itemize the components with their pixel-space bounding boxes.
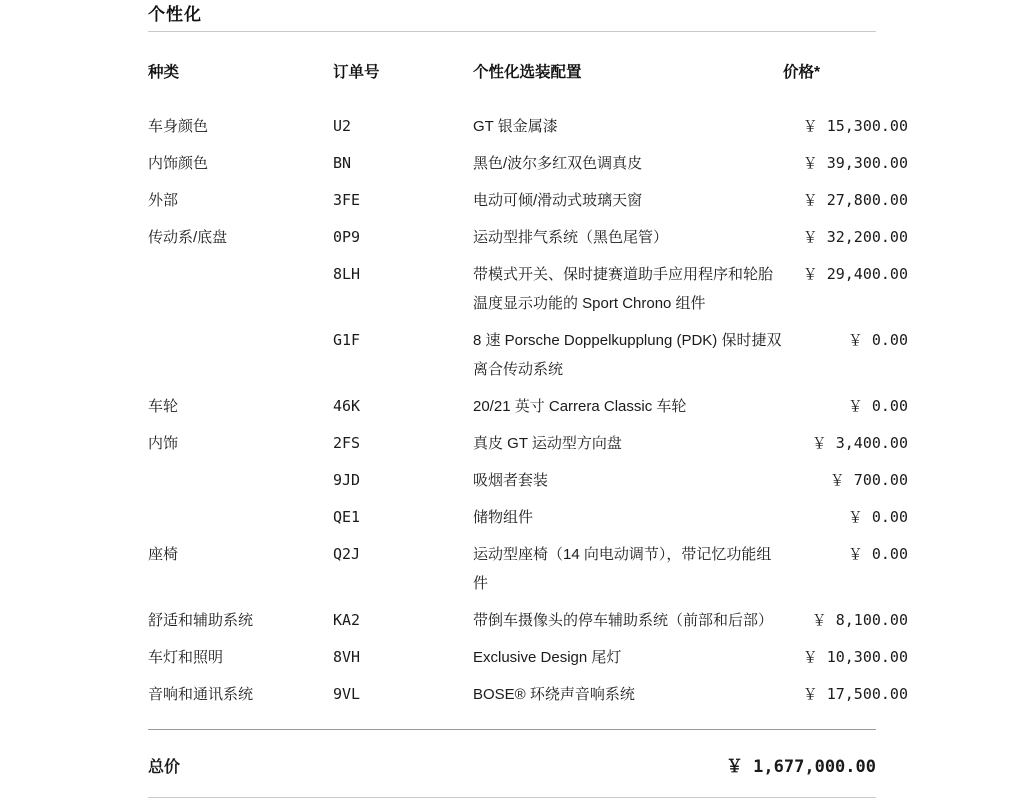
- row-code: 46K: [333, 397, 361, 415]
- row-code: BN: [333, 154, 352, 172]
- row-category: [148, 462, 333, 499]
- row-description: 真皮 GT 运动型方向盘: [473, 435, 622, 452]
- table-body: [148, 108, 908, 713]
- row-description: 黑色/波尔多红双色调真皮: [473, 155, 643, 172]
- row-description: GT 银金属漆: [473, 118, 558, 135]
- column-header-price: 价格*: [783, 64, 821, 81]
- row-code: 8LH: [333, 265, 361, 283]
- table-header: [148, 32, 908, 108]
- row-description: 运动型排气系统（黑色尾管）: [473, 229, 669, 246]
- row-price: ￥ 39,300.00: [802, 154, 908, 172]
- table-row: [148, 462, 908, 499]
- row-code: 9JD: [333, 471, 361, 489]
- row-price: ￥ 0.00: [847, 545, 908, 563]
- row-price: ￥ 32,200.00: [802, 228, 908, 246]
- row-category: 车身颜色: [148, 118, 209, 135]
- row-price: ￥ 17,500.00: [802, 685, 908, 703]
- row-category: 座椅: [148, 546, 179, 563]
- table-row: [148, 425, 908, 462]
- row-price: ￥ 15,300.00: [802, 117, 908, 135]
- table-row: [148, 219, 908, 256]
- total-label: 总价: [148, 759, 181, 776]
- row-code: KA2: [333, 611, 361, 629]
- row-description: 20/21 英寸 Carrera Classic 车轮: [473, 398, 687, 415]
- row-category: [148, 499, 333, 536]
- row-code: QE1: [333, 508, 361, 526]
- table-row: [148, 639, 908, 676]
- row-code: 8VH: [333, 648, 361, 666]
- row-price: ￥ 3,400.00: [811, 434, 908, 452]
- table-row: [148, 145, 908, 182]
- table-row: [148, 602, 908, 639]
- row-code: 0P9: [333, 228, 361, 246]
- column-header-description: 个性化选装配置: [473, 64, 582, 81]
- row-description: BOSE® 环绕声音响系统: [473, 686, 635, 703]
- row-code: 3FE: [333, 191, 361, 209]
- row-price: ￥ 0.00: [847, 508, 908, 526]
- table-row: [148, 676, 908, 713]
- row-price: ￥ 0.00: [847, 331, 908, 349]
- row-price: ￥ 8,100.00: [811, 611, 908, 629]
- row-description: 带倒车摄像头的停车辅助系统（前部和后部）: [473, 612, 774, 629]
- row-price: ￥ 0.00: [847, 397, 908, 415]
- row-description: 带模式开关、保时捷赛道助手应用程序和轮胎温度显示功能的 Sport Chrono 组件: [473, 266, 774, 312]
- section-title: 个性化: [148, 5, 202, 24]
- row-category: 舒适和辅助系统: [148, 612, 254, 629]
- row-category: 传动系/底盘: [148, 229, 228, 246]
- table-row: [148, 256, 908, 322]
- table-row: [148, 182, 908, 219]
- row-category: 车灯和照明: [148, 649, 224, 666]
- row-category: 音响和通讯系统: [148, 686, 254, 703]
- row-category: 内饰颜色: [148, 155, 209, 172]
- table-row: [148, 388, 908, 425]
- row-code: G1F: [333, 331, 361, 349]
- row-description: 8 速 Porsche Doppelkupplung (PDK) 保时捷双离合传动系统: [473, 332, 782, 378]
- row-price: ￥ 27,800.00: [802, 191, 908, 209]
- row-price: ￥ 10,300.00: [802, 648, 908, 666]
- row-category: [148, 256, 333, 322]
- row-description: 储物组件: [473, 509, 534, 526]
- column-header-category: 种类: [148, 64, 180, 81]
- row-description: 吸烟者套装: [473, 472, 549, 489]
- table-row: [148, 322, 908, 388]
- table-row: [148, 108, 908, 145]
- row-description: 电动可倾/滑动式玻璃天窗: [473, 192, 643, 209]
- row-code: 9VL: [333, 685, 361, 703]
- row-description: 运动型座椅（14 向电动调节），带记忆功能组件: [473, 546, 772, 592]
- row-category: 内饰: [148, 435, 179, 452]
- table-row: [148, 499, 908, 536]
- table-row: [148, 536, 908, 602]
- row-category: 外部: [148, 192, 179, 209]
- row-code: U2: [333, 117, 352, 135]
- total-row: [148, 730, 876, 797]
- row-code: Q2J: [333, 545, 361, 563]
- row-price: ￥ 29,400.00: [802, 265, 908, 283]
- row-description: Exclusive Design 尾灯: [473, 649, 622, 666]
- row-code: 2FS: [333, 434, 361, 452]
- row-category: 车轮: [148, 398, 179, 415]
- row-category: [148, 322, 333, 388]
- total-value: ￥ 1,677,000.00: [725, 757, 876, 777]
- column-header-code: 订单号: [333, 64, 380, 81]
- options-table: [148, 32, 908, 713]
- row-price: ￥ 700.00: [829, 471, 908, 489]
